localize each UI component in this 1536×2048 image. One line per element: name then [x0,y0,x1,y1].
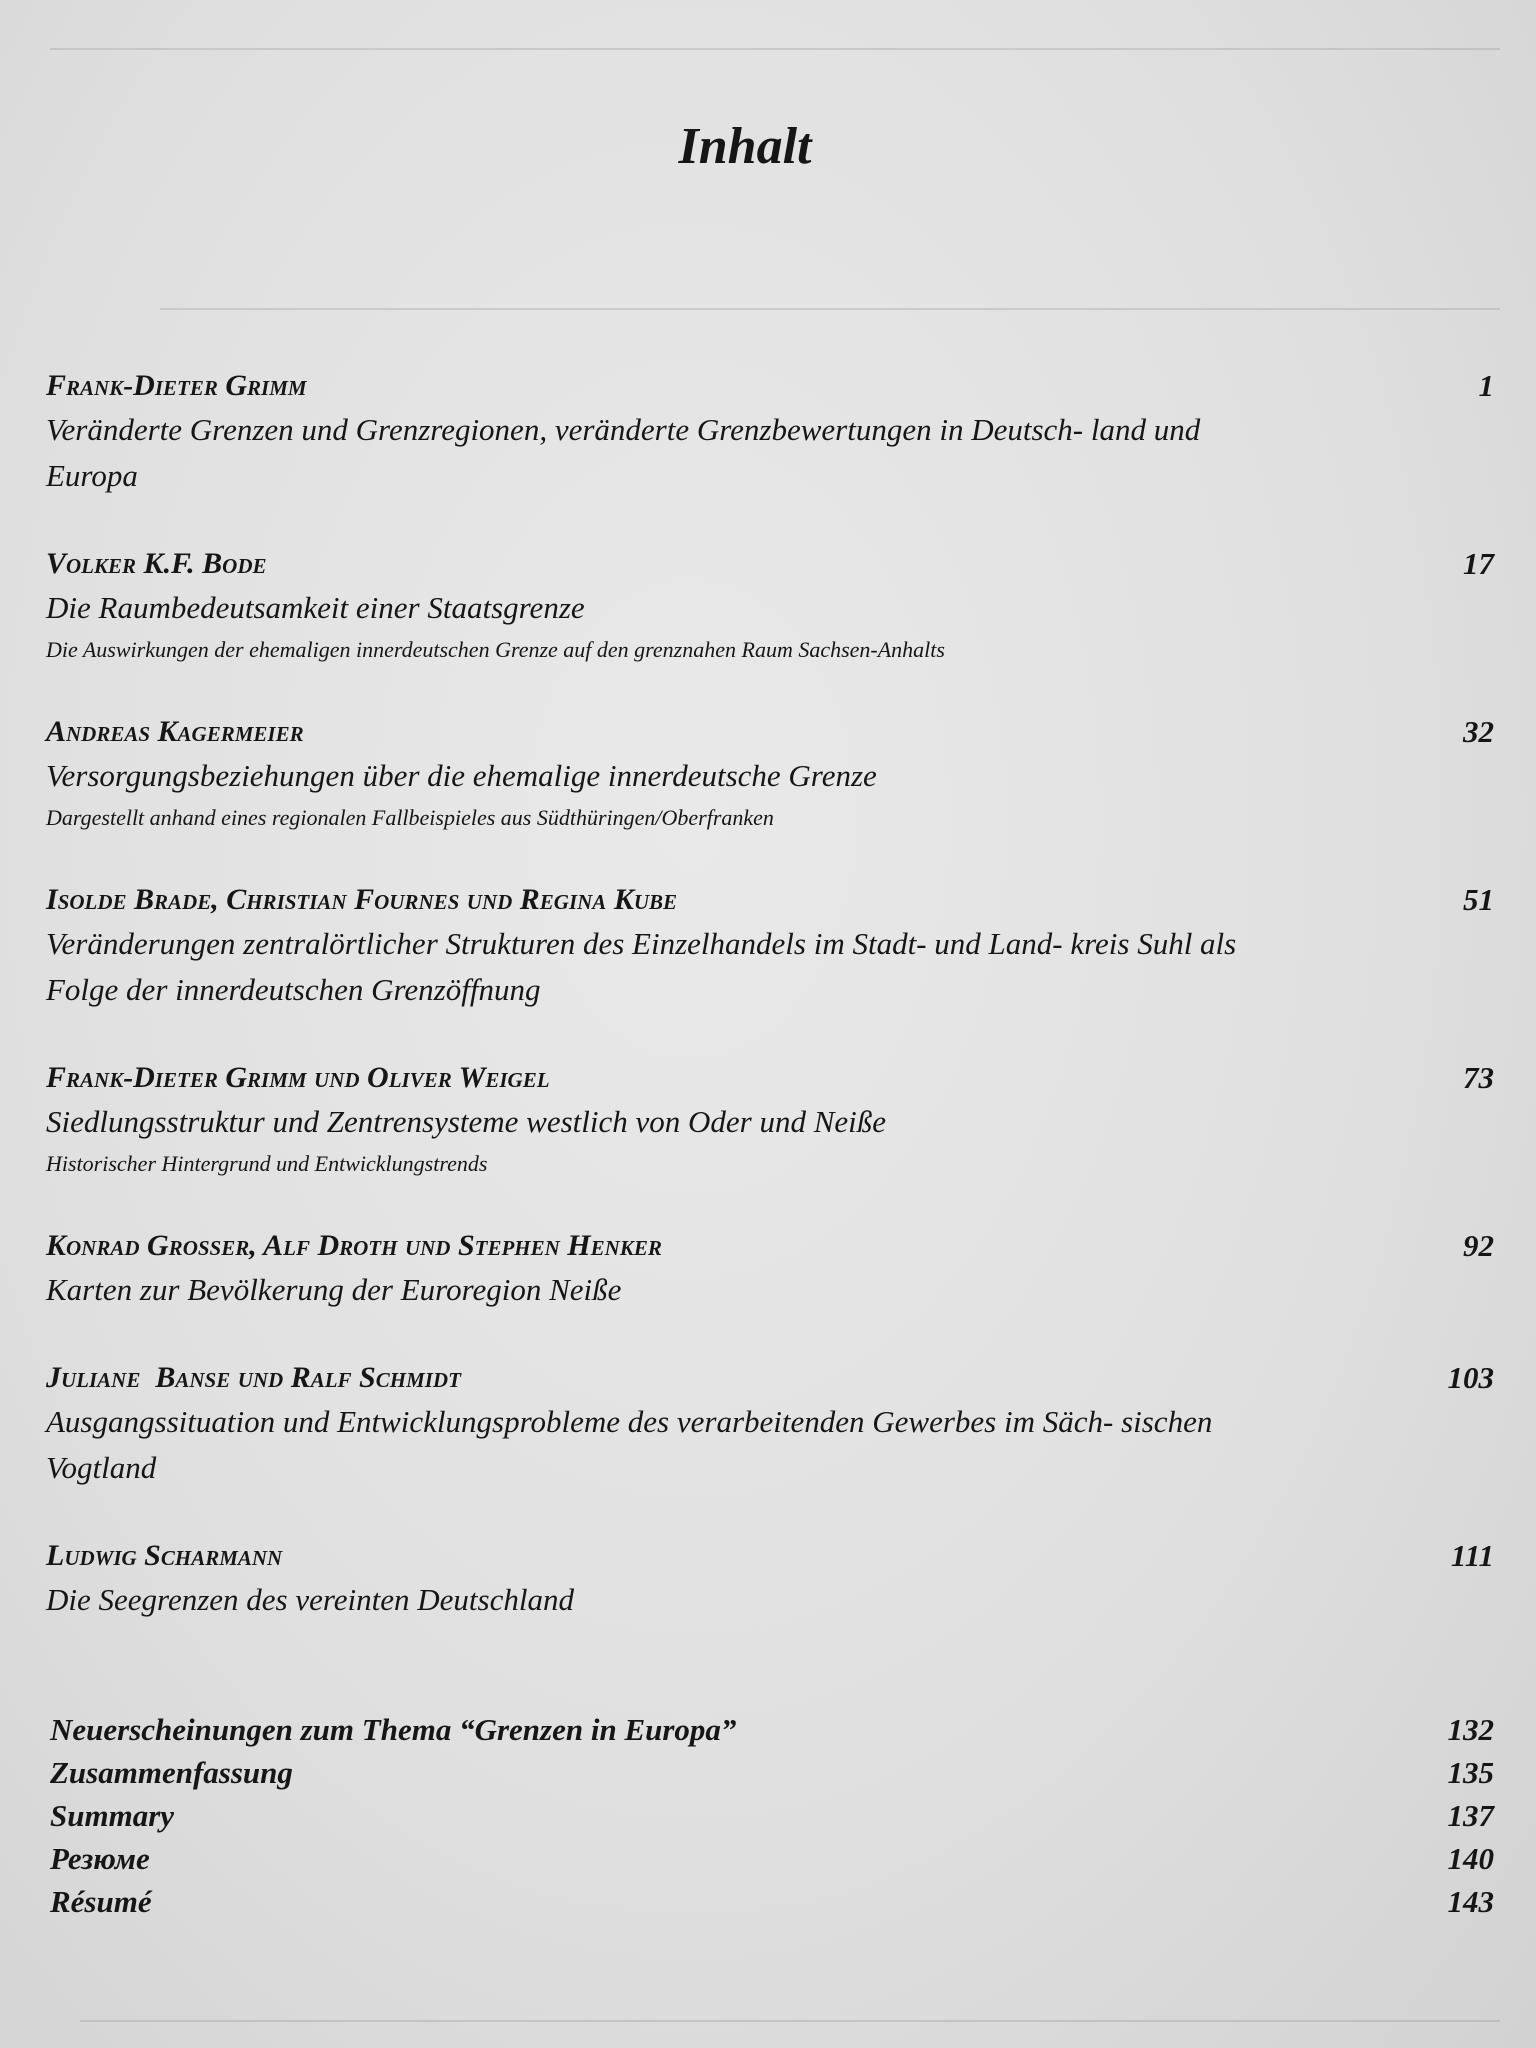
entry-page-number: 73 [1463,1060,1494,1095]
entry-author: Ludwig Scharmann [46,1539,283,1572]
toc-entry [46,1357,1494,1491]
entry-author: Frank-Dieter Grimm und Oliver Weigel [46,1061,550,1094]
back-matter-label: Summary [50,1798,175,1833]
back-matter-item [50,1794,1494,1837]
toc-entry [46,711,1494,835]
page-title: Inhalt [678,117,812,175]
entry-subtitle: Die Auswirkungen der ehemaligen innerdeutschen Grenze auf den grenznahen Raum Sachsen-Anhalts [46,637,945,662]
entry-page-number: 32 [1463,714,1494,749]
bleed-through-rule [50,48,1500,50]
entry-title: Die Seegrenzen des vereinten Deutschland [46,1582,574,1617]
entry-page-number: 103 [1447,1360,1494,1395]
entry-author: Isolde Brade, Christian Fournes und Regina Kube [46,883,678,916]
back-matter-page-number: 140 [1447,1841,1494,1876]
back-matter-label: Zusammenfassung [50,1755,293,1790]
toc-entry [46,1225,1494,1313]
entry-page-number: 51 [1463,882,1494,917]
back-matter-item [50,1837,1494,1880]
toc-entry [46,1535,1494,1623]
entry-page-number: 1 [1478,368,1494,403]
back-matter-list [50,1708,1494,1923]
back-matter-page-number: 143 [1447,1884,1494,1919]
bleed-through-rule [160,308,1500,310]
bleed-through-rule [80,2020,1500,2022]
entry-author: Konrad Grosser, Alf Droth und Stephen Henker [46,1229,662,1262]
entry-subtitle: Historischer Hintergrund und Entwicklungstrends [46,1151,488,1176]
table-of-contents [46,365,1494,1667]
entry-author: Volker K.F. Bode [46,547,267,580]
back-matter-item [50,1880,1494,1923]
entry-title: Siedlungsstruktur und Zentrensysteme westlich von Oder und Neiße [46,1104,887,1139]
toc-entry [46,1057,1494,1181]
toc-entry [46,365,1494,499]
entry-author: Andreas Kagermeier [46,715,304,748]
back-matter-item [50,1751,1494,1794]
back-matter-page-number: 135 [1447,1755,1494,1790]
toc-entry [46,879,1494,1013]
entry-page-number: 111 [1450,1538,1494,1573]
entry-author: Frank-Dieter Grimm [46,369,307,402]
entry-page-number: 17 [1463,546,1494,581]
toc-entry [46,543,1494,667]
entry-title: Ausgangssituation und Entwicklungsprobleme des verarbeitenden Gewerbes im Säch- sischen Vogtland [46,1404,1213,1485]
back-matter-item [50,1708,1494,1751]
entry-title: Veränderungen zentralörtlicher Strukturen des Einzelhandels im Stadt- und Land- kreis Suhl als Folge der innerdeutschen Grenzöffnung [46,926,1237,1007]
back-matter-label: Neuerscheinungen zum Thema “Grenzen in Europa” [50,1712,737,1747]
entry-page-number: 92 [1463,1228,1494,1263]
entry-author: Juliane Banse und Ralf Schmidt [46,1361,461,1394]
back-matter-page-number: 137 [1447,1798,1494,1833]
back-matter-label: Résumé [50,1884,152,1919]
entry-title: Karten zur Bevölkerung der Euroregion Neiße [46,1272,622,1307]
entry-subtitle: Dargestellt anhand eines regionalen Fallbeispieles aus Südthüringen/Oberfranken [46,805,774,830]
entry-title: Veränderte Grenzen und Grenzregionen, veränderte Grenzbewertungen in Deutsch- land und Europa [46,412,1201,493]
back-matter-page-number: 132 [1447,1712,1494,1747]
entry-title: Versorgungsbeziehungen über die ehemalige innerdeutsche Grenze [46,758,877,793]
entry-title: Die Raumbedeutsamkeit einer Staatsgrenze [46,590,585,625]
back-matter-label: Резюме [50,1841,150,1876]
